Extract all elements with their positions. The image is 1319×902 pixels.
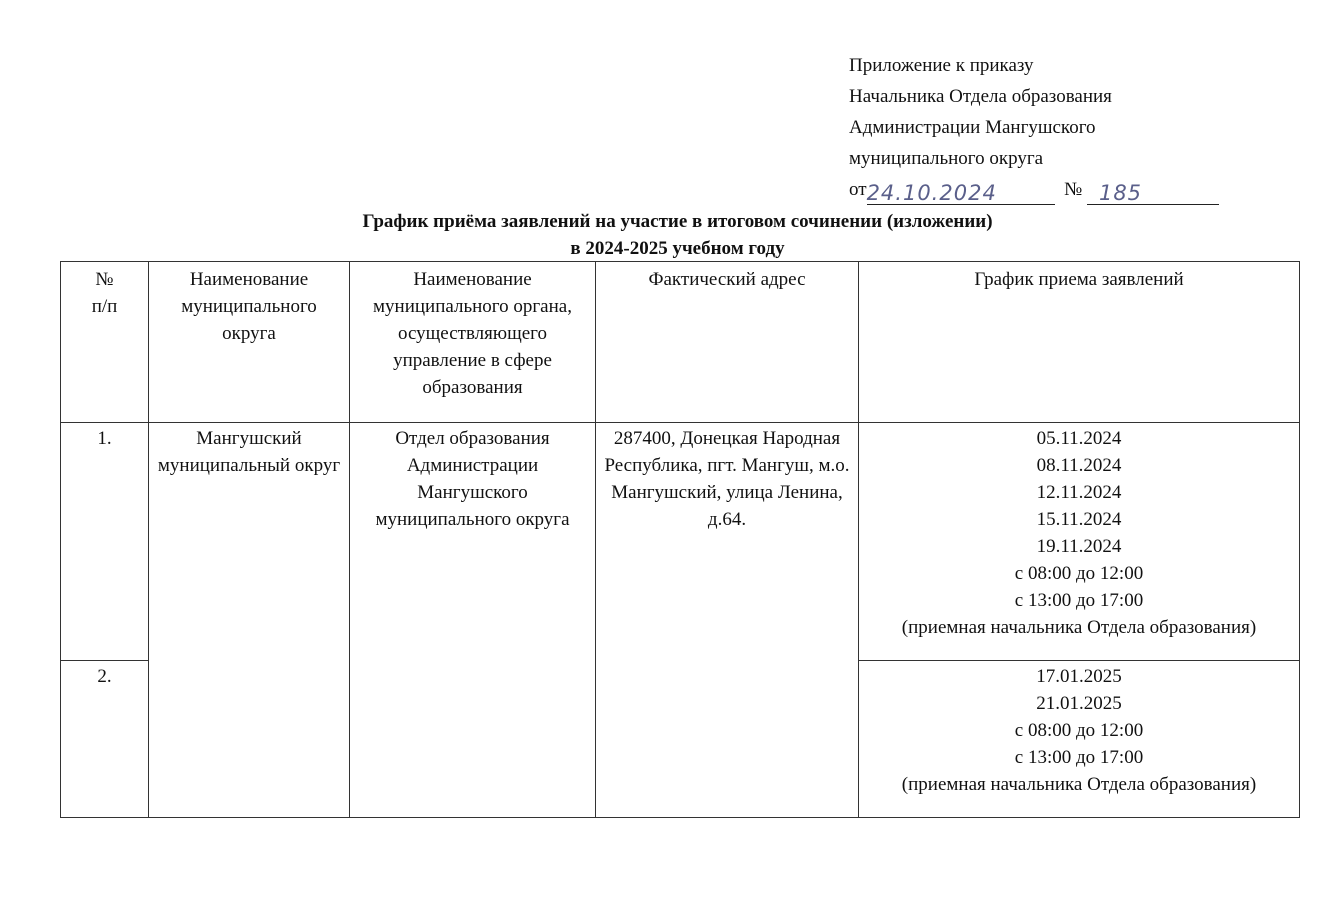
schedule-time-afternoon: с 13:00 до 17:00	[1014, 590, 1144, 611]
header-address: Фактический адрес	[596, 262, 859, 423]
schedule-time-afternoon: с 13:00 до 17:00	[1014, 747, 1144, 768]
address-cell: 287400, Донецкая Народная Республика, пгт. Мангуш, м.о. Мангушский, улица Ленина, д.64.	[596, 423, 859, 818]
document-subtitle: в 2024-2025 учебном году	[570, 238, 785, 259]
district-cell: Мангушский муниципальный округ	[149, 423, 350, 818]
appendix-line-4: муниципального округа	[849, 148, 1044, 169]
schedule-cell	[859, 423, 1300, 661]
appendix-line-1: Приложение к приказу	[849, 55, 1034, 76]
date-field	[867, 178, 1055, 205]
document-title: График приёма заявлений на участие в итоговом сочинении (изложении)	[362, 211, 993, 232]
number-prefix: №	[1064, 179, 1083, 200]
appendix-block	[849, 50, 1219, 205]
handwritten-number: 185	[1098, 181, 1143, 205]
header-schedule: График приема заявлений	[859, 262, 1300, 423]
header-num	[61, 262, 149, 423]
row-num: 2.	[61, 661, 149, 818]
schedule-date: 15.11.2024	[1036, 509, 1122, 530]
handwritten-date: 24.10.2024	[866, 181, 997, 205]
schedule-date: 19.11.2024	[1036, 536, 1122, 557]
header-organ: Наименование муниципального органа, осуществляющего управление в сфере образования	[350, 262, 596, 423]
order-date-line	[849, 174, 1219, 205]
schedule-cell	[859, 661, 1300, 818]
organ-cell: Отдел образования Администрации Мангушского муниципального округа	[350, 423, 596, 818]
appendix-line-3: Администрации Мангушского	[849, 117, 1096, 138]
schedule-date: 08.11.2024	[1036, 455, 1122, 476]
schedule-date: 17.01.2025	[1036, 666, 1122, 687]
header-district: Наименование муниципального округа	[149, 262, 350, 423]
appendix-line-2: Начальника Отдела образования	[849, 86, 1112, 107]
table-header-row	[61, 262, 1300, 423]
schedule-date: 12.11.2024	[1036, 482, 1122, 503]
schedule-time-morning: с 08:00 до 12:00	[1014, 720, 1144, 741]
schedule-place: (приемная начальника Отдела образования)	[901, 774, 1257, 795]
header-num-line1: №	[95, 269, 114, 290]
schedule-time-morning: с 08:00 до 12:00	[1014, 563, 1144, 584]
date-prefix: от	[849, 179, 867, 200]
number-field	[1087, 178, 1219, 205]
schedule-date: 21.01.2025	[1036, 693, 1122, 714]
header-num-line2: п/п	[91, 296, 118, 317]
table-row	[61, 423, 1300, 661]
schedule-place: (приемная начальника Отдела образования)	[901, 617, 1257, 638]
row-num: 1.	[61, 423, 149, 661]
schedule-table	[60, 261, 1300, 818]
schedule-date: 05.11.2024	[1036, 428, 1122, 449]
